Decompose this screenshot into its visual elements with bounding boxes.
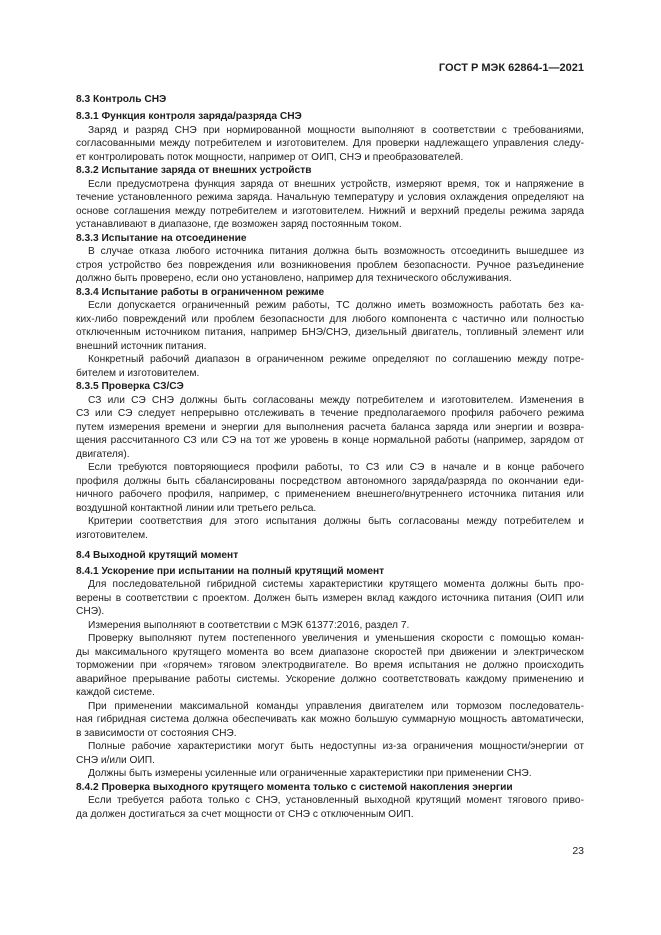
paragraph xyxy=(76,178,584,232)
text-line: Если требуются повторяющиеся профили работы, то СЗ или СЭ в начале и в конце рабочего xyxy=(88,462,584,474)
clause-heading: 8.3.1 Функция контроля заряда/разряда СНЭ xyxy=(76,111,302,123)
paragraph xyxy=(76,245,584,286)
text-line: профиля должны быть сбалансированы посредством автономного заряда/разряда по окончании еди- xyxy=(76,475,584,487)
text-line: Если требуется работа только с СНЭ, установленный выходной крутящий момент тягового приво- xyxy=(88,795,584,807)
text-line: отключенным источником питания, например БНЭ/СНЭ, дизельный двигатель, топливный элемент или xyxy=(76,327,584,339)
text-line: должно быть проверено, если оно установлено, например для технического обслуживания. xyxy=(76,273,512,285)
text-line: в зависимости от состояния СНЭ. xyxy=(76,727,237,739)
text-line: согласованными между потребителем и изготовителем. Для проверки надлежащего управления следу- xyxy=(76,138,584,150)
text-line: двигателя). xyxy=(76,448,130,460)
document-body xyxy=(76,93,584,821)
text-line: Критерии соответствия для этого испытания должны быть согласованы между потребителем и xyxy=(88,516,584,528)
clause-8-3-2 xyxy=(76,164,584,232)
clause-8-3-1 xyxy=(76,110,584,164)
text-line: Проверку выполняют путем постепенного увеличения и уменьшения скорости с помощью коман- xyxy=(88,633,584,645)
text-line: Если допускается ограниченный режим работы, ТС должно иметь возможность работать без ка- xyxy=(88,300,584,312)
text-line: верены в соответствии с проектом. Должен быть измерен вклад каждого источника питания (ОИП или xyxy=(76,592,584,604)
text-line: Для последовательной гибридной системы характеристики крутящего момента должны быть про- xyxy=(88,579,584,591)
paragraph xyxy=(76,767,584,781)
paragraph xyxy=(76,394,584,462)
text-line: устанавливают в диапазоне, где возможен заряд постоянным током. xyxy=(76,219,402,231)
section-8-3 xyxy=(76,93,584,542)
text-line: ет контролировать поток мощности, например от ОИП, СНЭ и преобразователей. xyxy=(76,151,464,163)
clause-8-3-4 xyxy=(76,286,584,381)
text-line: ная гибридная система должна обеспечивать как можно большую суммарную мощность автоматически, xyxy=(76,714,584,726)
page-number: 23 xyxy=(572,845,584,857)
text-line: Должны быть измерены усиленные или ограниченные характеристики при применении СНЭ. xyxy=(88,768,532,780)
paragraph xyxy=(76,740,584,767)
paragraph xyxy=(76,700,584,741)
paragraph xyxy=(76,124,584,165)
text-line: бителем и изготовителем. xyxy=(76,367,200,379)
clause-heading: 8.3.3 Испытание на отсоединение xyxy=(76,232,247,244)
text-line: Полные рабочие характеристики могут быть недоступны из-за ограничения мощности/энергии от xyxy=(88,741,584,753)
text-line: ды максимального крутящего момента во всем диапазоне скоростей при движении и электрическом xyxy=(76,646,584,658)
section-title: 8.3 Контроль СНЭ xyxy=(76,94,167,106)
text-line: При применении максимальной команды управления двигателем или тормозом последователь- xyxy=(88,700,584,712)
text-line: да должен достигаться за счет мощности от СНЭ с отключенным ОИП. xyxy=(76,808,414,820)
text-line: В случае отказа любого источника питания должна быть возможность отсоединить вышедшее из xyxy=(88,246,584,258)
paragraph xyxy=(76,461,584,515)
paragraph xyxy=(76,578,584,619)
text-line: внешний источник питания. xyxy=(76,340,207,352)
text-line: течение установленного режима заряда. Начальную температуру и условия охлаждения определяют на xyxy=(76,192,584,204)
text-line: основе соглашения между потребителем и изготовителем. Нижний и верхний пределы режима заряда xyxy=(76,205,584,217)
clause-heading: 8.4.2 Проверка выходного крутящего момента только с системой накопления энергии xyxy=(76,781,513,793)
clause-heading: 8.3.4 Испытание работы в ограниченном режиме xyxy=(76,286,325,298)
running-header-standard-id: ГОСТ Р МЭК 62864-1—2021 xyxy=(438,62,584,74)
text-line: СНЭ и/или ОИП. xyxy=(76,754,155,766)
section-title: 8.4 Выходной крутящий момент xyxy=(76,549,239,561)
text-line: щения рассчитанного СЗ или СЭ на тот же уровень в конце нормальной работы (например, зарядом от xyxy=(76,435,584,447)
text-line: СЗ или СЭ следует непрерывно отслеживать в течение предполагаемого профиля рабочего режима xyxy=(76,408,584,420)
text-line: ких-либо повреждений или проблем безопасности для любого компонента с частично или полностью xyxy=(76,313,584,325)
clause-8-4-1 xyxy=(76,565,584,781)
text-line: Если предусмотрена функция заряда от внешних устройств, измеряют время, ток и напряжение в xyxy=(88,178,584,190)
text-line: торможении при «горячем» тяговом электродвигателе. Во время испытания не должно происходить xyxy=(76,660,584,672)
text-line: Заряд и разряд СНЭ при нормированной мощности выполняют в соответствии с требованиями, xyxy=(88,124,584,136)
text-line: аварийное прерывание работы системы. Ускорение должно соответствовать каждому применению и xyxy=(76,673,584,685)
text-line: Измерения выполняют в соответствии с МЭК 61377:2016, раздел 7. xyxy=(88,619,410,631)
clause-heading: 8.4.1 Ускорение при испытании на полный крутящий момент xyxy=(76,565,385,577)
text-line: ничного рабочего профиля, например, с применением внешнего/внутреннего источника питания или xyxy=(76,489,584,501)
text-line: СЗ или СЭ СНЭ должны быть согласованы между потребителем и изготовителем. Изменения в xyxy=(88,394,584,406)
text-line: путем измерения времени и энергии для выполнения расчета баланса заряда или энергии и возвра- xyxy=(76,421,584,433)
text-line: воздушной контактной линии или третьего рельса. xyxy=(76,502,317,514)
paragraph xyxy=(76,619,584,633)
text-line: изготовителем. xyxy=(76,529,148,541)
text-line: каждой системе. xyxy=(76,687,155,699)
paragraph xyxy=(76,515,584,542)
clause-heading: 8.3.5 Проверка СЗ/СЭ xyxy=(76,381,184,393)
clause-heading: 8.3.2 Испытание заряда от внешних устройств xyxy=(76,165,312,177)
paragraph xyxy=(76,794,584,821)
clause-8-3-5 xyxy=(76,380,584,542)
text-line: строя устройство без повреждения или возникновения проблем безопасности. Ручное разъединение xyxy=(76,259,584,271)
text-line: СНЭ). xyxy=(76,606,105,618)
paragraph xyxy=(76,632,584,700)
paragraph xyxy=(76,353,584,380)
clause-8-3-3 xyxy=(76,232,584,286)
text-line: Конкретный рабочий диапазон в ограниченном режиме определяют по соглашению между потре- xyxy=(88,354,584,366)
section-8-4 xyxy=(76,549,584,822)
paragraph xyxy=(76,299,584,353)
clause-8-4-2 xyxy=(76,781,584,822)
